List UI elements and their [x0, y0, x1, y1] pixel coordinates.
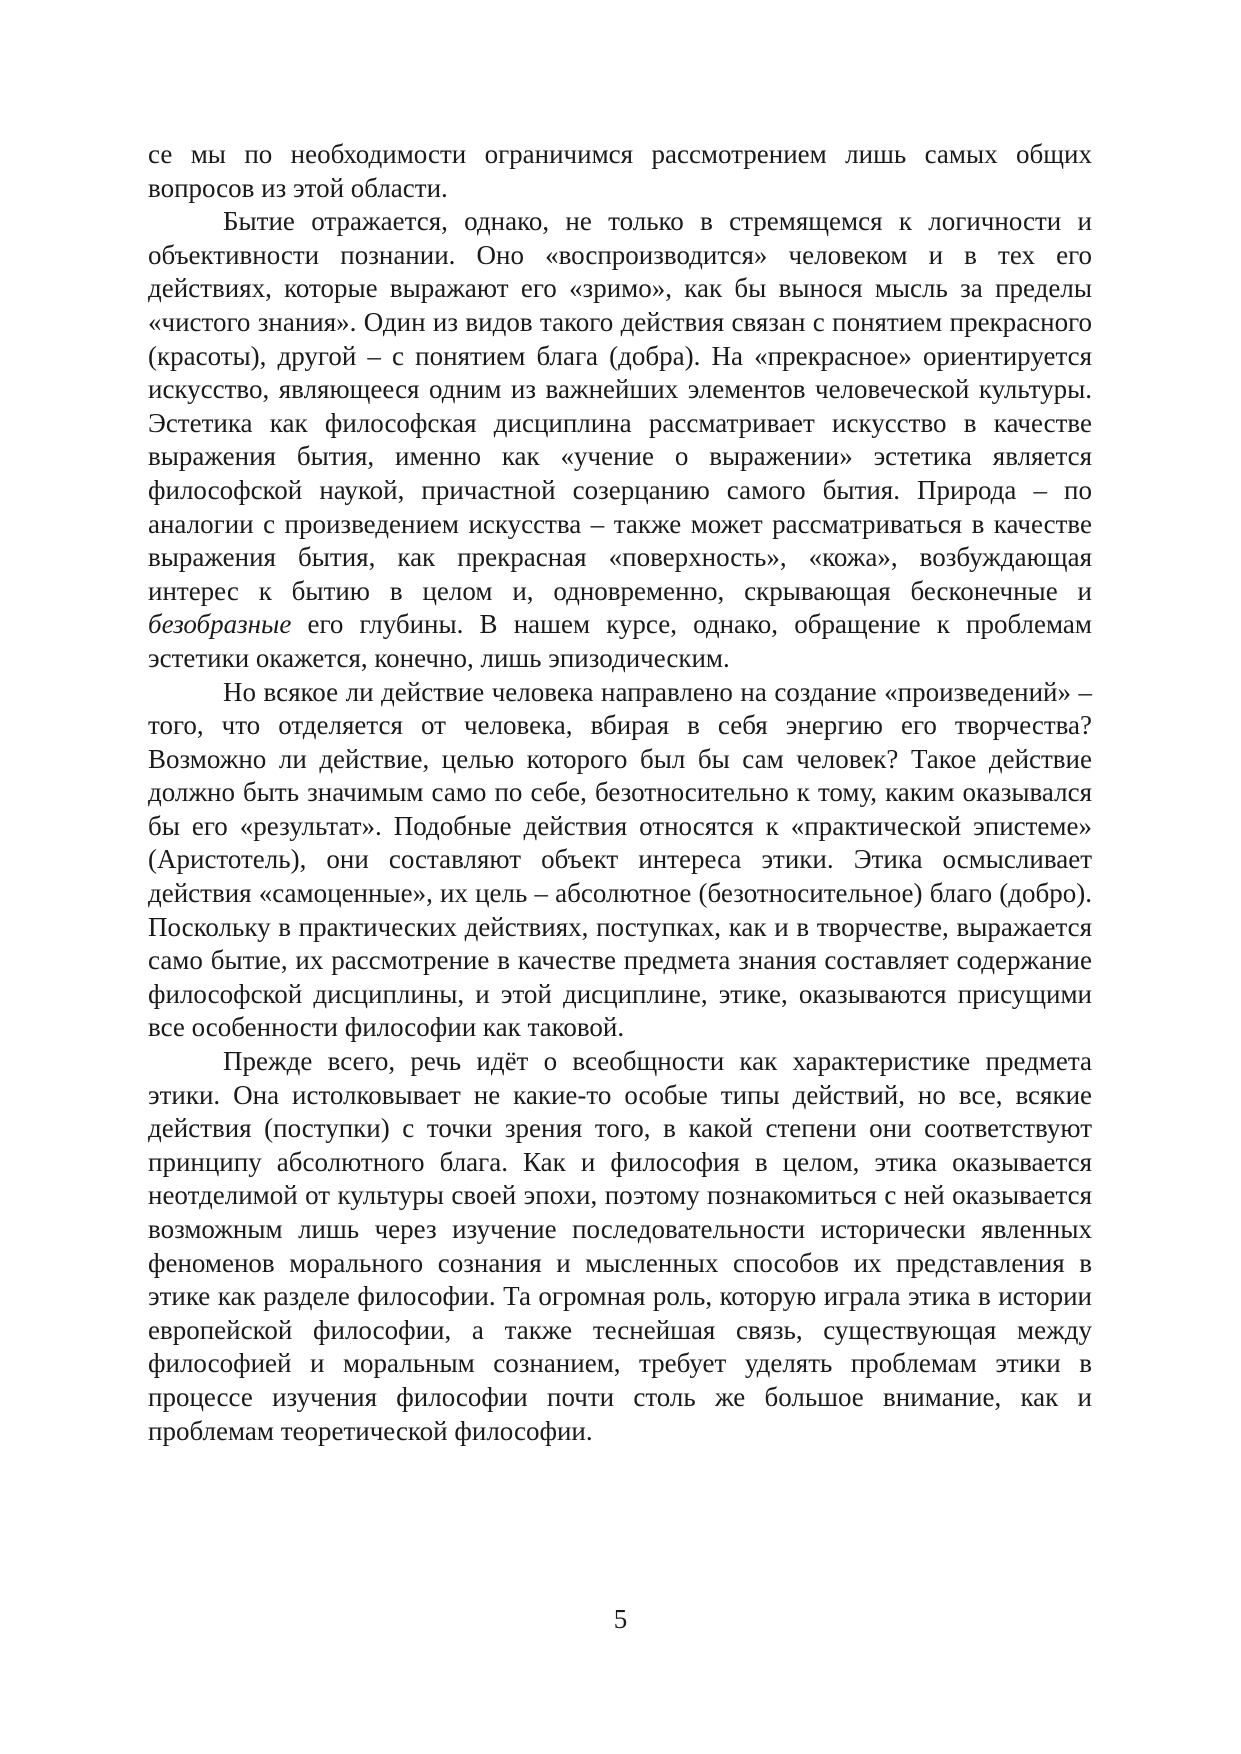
paragraph-continuation: се мы по необходимости ограничимся рассмотрением лишь самых общих вопросов из этой области.: [148, 139, 1092, 203]
page-number: 5: [613, 1604, 628, 1634]
paragraph-aesthetics-text-b: его глубины. В нашем курсе, однако, обращение к проблемам эстетики окажется, конечно, лишь эпизодическим.: [148, 609, 1092, 673]
paragraph-aesthetics-text-a: Бытие отражается, однако, не только в стремящемся к логичности и объективности познании. Оно «воспроизводится» человеком и в тех его действиях, которые выражают его «зримо», как бы вынося мысль за пределы «чистого знания». Один из видов такого действия связан с понятием прекрасного (красоты), другой – с понятием блага (добра). На «прекрасное» ориентируется искусство, являющееся одним из важнейших элементов человеческой культуры. Эстетика как философская дисциплина рассматривает искусство в качестве выражения бытия, именно как «учение о выражении» эстетика является философской наукой, причастной созерцанию самого бытия. Природа – по аналогии с произведением искусства – также может рассматриваться в качестве выражения бытия, как прекрасная «поверхность», «кожа», возбуждающая интерес к бытию в целом и, одновременно, скрывающая бесконечные и: [148, 206, 1092, 606]
paragraph-aesthetics: [148, 205, 1092, 675]
page-body: [148, 138, 1092, 1448]
paragraph-ethics-action: Но всякое ли действие человека направлено на создание «произведений» – того, что отделяется от человека, вбирая в себя энергию его творчества? Возможно ли действие, целью которого был бы сам человек? Такое действие должно быть значимым само по себе, безотносительно к тому, каким оказывался бы его «результат». Подобные действия относятся к «практической эпистеме» (Аристотель), они составляют объект интереса этики. Этика осмысливает действия «самоценные», их цель – абсолютное (безотносительное) благо (добро). Поскольку в практических действиях, поступках, как и в творчестве, выражается само бытие, их рассмотрение в качестве предмета знания составляет содержание философской дисциплины, и этой дисциплине, этике, оказываются присущими все особенности философии как таковой.: [148, 676, 1092, 1043]
paragraph-ethics-universality: Прежде всего, речь идёт о всеобщности как характеристике предмета этики. Она истолковывает не какие-то особые типы действий, но все, всякие действия (поступки) с точки зрения того, в какой степени они соответствуют принципу абсолютного блага. Как и философия в целом, этика оказывается неотделимой от культуры своей эпохи, поэтому познакомиться с ней оказывается возможным лишь через изучение последовательности исторически явленных феноменов морального сознания и мысленных способов их представления в этике как разделе философии. Та огромная роль, которую играла этика в истории европейской философии, а также теснейшая связь, существующая между философией и моральным сознанием, требует уделять проблемам этики в процессе изучения философии почти столь же большое внимание, как и проблемам теоретической философии.: [148, 1046, 1092, 1446]
emphasized-word: безобразные: [148, 609, 292, 640]
